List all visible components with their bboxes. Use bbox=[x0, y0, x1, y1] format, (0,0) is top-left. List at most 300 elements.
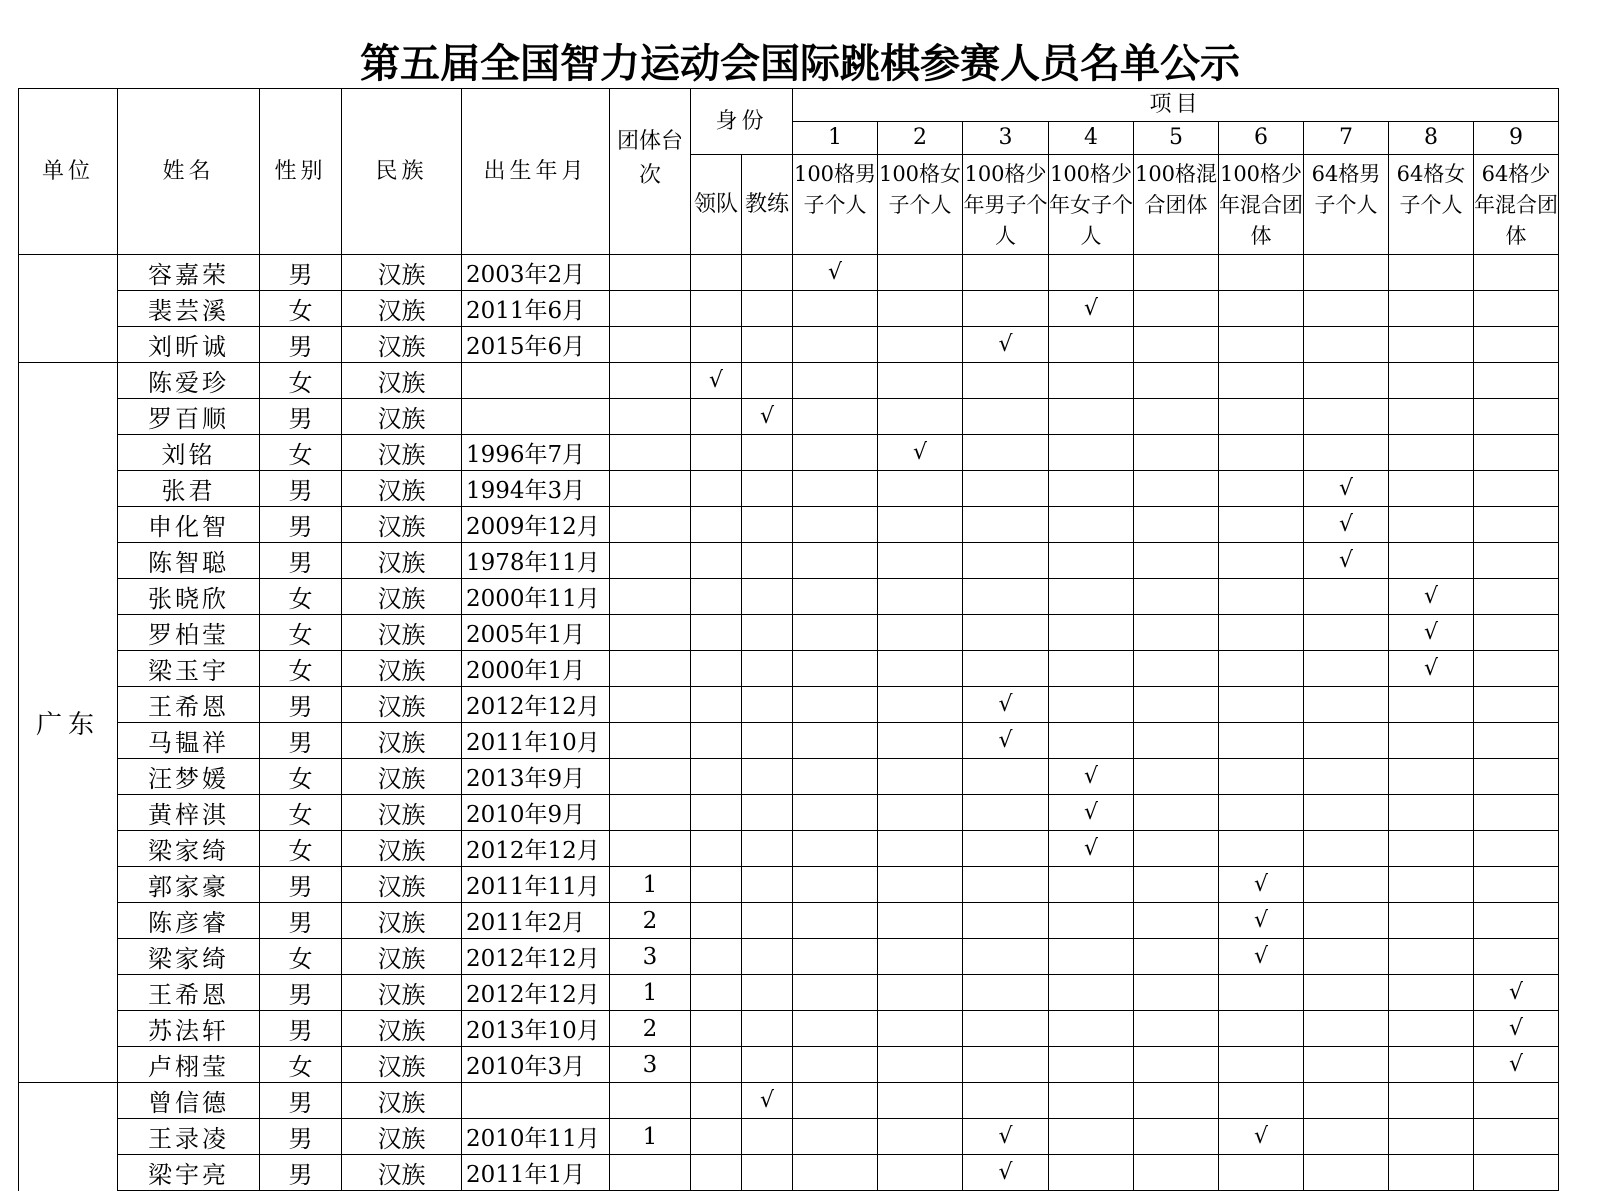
table-row bbox=[19, 651, 1559, 687]
event-check bbox=[963, 759, 1049, 795]
header-event-label: 100格混合团体 bbox=[1134, 155, 1219, 255]
gender-cell: 男 bbox=[260, 255, 342, 291]
team-order-cell bbox=[610, 363, 691, 399]
event-check bbox=[963, 255, 1049, 291]
event-check bbox=[793, 327, 878, 363]
event-check bbox=[1134, 831, 1219, 867]
gender-cell: 男 bbox=[260, 507, 342, 543]
team-order-cell: 1 bbox=[610, 867, 691, 903]
event-check bbox=[1134, 687, 1219, 723]
header-events: 项目 bbox=[793, 89, 1559, 122]
event-check bbox=[1474, 615, 1559, 651]
ethnicity-cell: 汉族 bbox=[342, 543, 462, 579]
coach-check bbox=[742, 615, 793, 651]
event-check bbox=[1389, 759, 1474, 795]
birth-cell: 2013年10月 bbox=[462, 1011, 610, 1047]
event-check bbox=[1049, 1119, 1134, 1155]
event-check bbox=[1389, 291, 1474, 327]
event-check bbox=[1304, 651, 1389, 687]
event-check bbox=[1474, 291, 1559, 327]
table-row bbox=[19, 507, 1559, 543]
team-order-cell bbox=[610, 759, 691, 795]
event-check bbox=[1219, 471, 1304, 507]
leader-check bbox=[691, 327, 742, 363]
event-check bbox=[1134, 795, 1219, 831]
event-check bbox=[1304, 435, 1389, 471]
event-check bbox=[1219, 255, 1304, 291]
event-check bbox=[1389, 435, 1474, 471]
event-check bbox=[1389, 723, 1474, 759]
birth-cell: 2012年12月 bbox=[462, 831, 610, 867]
event-check: √ bbox=[1219, 939, 1304, 975]
event-check bbox=[793, 543, 878, 579]
birth-cell: 2012年12月 bbox=[462, 687, 610, 723]
event-check bbox=[878, 543, 963, 579]
ethnicity-cell: 汉族 bbox=[342, 687, 462, 723]
table-row bbox=[19, 1047, 1559, 1083]
leader-check bbox=[691, 615, 742, 651]
event-check bbox=[963, 435, 1049, 471]
gender-cell: 男 bbox=[260, 903, 342, 939]
event-check bbox=[963, 543, 1049, 579]
event-check bbox=[1134, 543, 1219, 579]
unit-cell bbox=[19, 255, 118, 363]
event-check bbox=[793, 507, 878, 543]
table-row bbox=[19, 255, 1559, 291]
event-check bbox=[1219, 975, 1304, 1011]
event-check bbox=[1134, 903, 1219, 939]
team-order-cell bbox=[610, 543, 691, 579]
birth-cell: 2011年6月 bbox=[462, 291, 610, 327]
header-event-label: 100格少年女子个人 bbox=[1049, 155, 1134, 255]
event-check bbox=[1474, 939, 1559, 975]
event-check bbox=[1049, 363, 1134, 399]
name-cell: 梁宇亮 bbox=[118, 1155, 260, 1191]
event-check bbox=[878, 939, 963, 975]
event-check bbox=[793, 363, 878, 399]
table-row bbox=[19, 1083, 1559, 1119]
coach-check bbox=[742, 291, 793, 327]
leader-check bbox=[691, 975, 742, 1011]
event-check bbox=[878, 1119, 963, 1155]
event-check: √ bbox=[793, 255, 878, 291]
event-check bbox=[1049, 939, 1134, 975]
birth-cell: 2010年11月 bbox=[462, 1119, 610, 1155]
event-check bbox=[793, 975, 878, 1011]
birth-cell: 2009年12月 bbox=[462, 507, 610, 543]
name-cell: 梁玉宇 bbox=[118, 651, 260, 687]
table-header bbox=[19, 89, 1559, 255]
leader-check bbox=[691, 795, 742, 831]
ethnicity-cell: 汉族 bbox=[342, 507, 462, 543]
event-check bbox=[1049, 1047, 1134, 1083]
header-event-number: 1 bbox=[793, 122, 878, 155]
birth-cell: 2003年2月 bbox=[462, 255, 610, 291]
gender-cell: 女 bbox=[260, 363, 342, 399]
event-check bbox=[1049, 327, 1134, 363]
table-row bbox=[19, 543, 1559, 579]
table-row bbox=[19, 435, 1559, 471]
event-check bbox=[793, 795, 878, 831]
event-check bbox=[1474, 363, 1559, 399]
name-cell: 梁家绮 bbox=[118, 939, 260, 975]
event-check bbox=[1219, 543, 1304, 579]
table-row bbox=[19, 903, 1559, 939]
name-cell: 容嘉荣 bbox=[118, 255, 260, 291]
event-check bbox=[1049, 543, 1134, 579]
event-check bbox=[1304, 1047, 1389, 1083]
event-check bbox=[1134, 507, 1219, 543]
team-order-cell: 2 bbox=[610, 903, 691, 939]
gender-cell: 女 bbox=[260, 435, 342, 471]
name-cell: 陈智聪 bbox=[118, 543, 260, 579]
event-check bbox=[793, 1083, 878, 1119]
header-event-number: 3 bbox=[963, 122, 1049, 155]
ethnicity-cell: 汉族 bbox=[342, 399, 462, 435]
table-row bbox=[19, 399, 1559, 435]
team-order-cell bbox=[610, 291, 691, 327]
event-check bbox=[793, 615, 878, 651]
event-check: √ bbox=[963, 1119, 1049, 1155]
event-check bbox=[963, 1083, 1049, 1119]
event-check bbox=[793, 939, 878, 975]
ethnicity-cell: 汉族 bbox=[342, 435, 462, 471]
event-check bbox=[1219, 399, 1304, 435]
table-row bbox=[19, 867, 1559, 903]
event-check bbox=[1049, 435, 1134, 471]
event-check bbox=[1474, 723, 1559, 759]
event-check bbox=[1049, 507, 1134, 543]
event-check: √ bbox=[1219, 1119, 1304, 1155]
roster-table bbox=[18, 88, 1559, 1191]
gender-cell: 女 bbox=[260, 795, 342, 831]
event-check bbox=[793, 831, 878, 867]
event-check: √ bbox=[1049, 831, 1134, 867]
coach-check bbox=[742, 831, 793, 867]
ethnicity-cell: 汉族 bbox=[342, 1119, 462, 1155]
event-check bbox=[878, 795, 963, 831]
header-unit: 单位 bbox=[19, 89, 118, 255]
team-order-cell: 3 bbox=[610, 939, 691, 975]
coach-check bbox=[742, 903, 793, 939]
event-check bbox=[793, 1011, 878, 1047]
event-check bbox=[1049, 1083, 1134, 1119]
header-ethnicity: 民族 bbox=[342, 89, 462, 255]
event-check bbox=[878, 651, 963, 687]
birth-cell: 2011年11月 bbox=[462, 867, 610, 903]
event-check bbox=[1474, 507, 1559, 543]
unit-cell bbox=[19, 1083, 118, 1191]
event-check bbox=[963, 507, 1049, 543]
ethnicity-cell: 汉族 bbox=[342, 867, 462, 903]
table-row bbox=[19, 831, 1559, 867]
event-check bbox=[1219, 1011, 1304, 1047]
team-order-cell: 1 bbox=[610, 975, 691, 1011]
event-check bbox=[1389, 939, 1474, 975]
name-cell: 汪梦媛 bbox=[118, 759, 260, 795]
event-check bbox=[1389, 399, 1474, 435]
name-cell: 王希恩 bbox=[118, 975, 260, 1011]
event-check: √ bbox=[963, 327, 1049, 363]
event-check bbox=[963, 939, 1049, 975]
gender-cell: 女 bbox=[260, 1047, 342, 1083]
birth-cell: 2013年9月 bbox=[462, 759, 610, 795]
header-event-label: 64格女子个人 bbox=[1389, 155, 1474, 255]
event-check bbox=[1304, 579, 1389, 615]
event-check bbox=[1134, 471, 1219, 507]
event-check bbox=[963, 615, 1049, 651]
event-check bbox=[1134, 327, 1219, 363]
event-check bbox=[963, 867, 1049, 903]
event-check bbox=[878, 291, 963, 327]
table-row bbox=[19, 291, 1559, 327]
event-check bbox=[1134, 1119, 1219, 1155]
leader-check bbox=[691, 471, 742, 507]
event-check bbox=[1474, 327, 1559, 363]
event-check bbox=[1474, 579, 1559, 615]
team-order-cell bbox=[610, 795, 691, 831]
event-check bbox=[963, 903, 1049, 939]
event-check bbox=[1389, 507, 1474, 543]
coach-check bbox=[742, 471, 793, 507]
event-check bbox=[1049, 471, 1134, 507]
event-check bbox=[1134, 255, 1219, 291]
event-check bbox=[1134, 975, 1219, 1011]
event-check bbox=[1389, 363, 1474, 399]
leader-check bbox=[691, 399, 742, 435]
event-check bbox=[878, 1083, 963, 1119]
event-check: √ bbox=[1304, 471, 1389, 507]
event-check bbox=[1049, 687, 1134, 723]
event-check bbox=[878, 723, 963, 759]
event-check bbox=[1389, 903, 1474, 939]
ethnicity-cell: 汉族 bbox=[342, 831, 462, 867]
header-event-number: 6 bbox=[1219, 122, 1304, 155]
event-check bbox=[1474, 759, 1559, 795]
name-cell: 刘昕诚 bbox=[118, 327, 260, 363]
header-role: 身份 bbox=[691, 89, 793, 155]
event-check bbox=[878, 399, 963, 435]
event-check bbox=[963, 1011, 1049, 1047]
ethnicity-cell: 汉族 bbox=[342, 759, 462, 795]
team-order-cell bbox=[610, 399, 691, 435]
header-event-label: 100格女子个人 bbox=[878, 155, 963, 255]
birth-cell: 2011年1月 bbox=[462, 1155, 610, 1191]
event-check bbox=[1049, 255, 1134, 291]
event-check bbox=[793, 471, 878, 507]
event-check bbox=[1134, 651, 1219, 687]
event-check: √ bbox=[878, 435, 963, 471]
event-check: √ bbox=[1474, 1011, 1559, 1047]
name-cell: 卢栩莹 bbox=[118, 1047, 260, 1083]
event-check bbox=[1474, 543, 1559, 579]
event-check bbox=[1389, 1119, 1474, 1155]
leader-check bbox=[691, 1083, 742, 1119]
leader-check bbox=[691, 543, 742, 579]
header-event-number: 4 bbox=[1049, 122, 1134, 155]
gender-cell: 女 bbox=[260, 939, 342, 975]
birth-cell: 2000年11月 bbox=[462, 579, 610, 615]
gender-cell: 男 bbox=[260, 327, 342, 363]
name-cell: 王希恩 bbox=[118, 687, 260, 723]
leader-check bbox=[691, 579, 742, 615]
table-row bbox=[19, 1119, 1559, 1155]
event-check bbox=[793, 1047, 878, 1083]
event-check bbox=[1134, 1083, 1219, 1119]
event-check: √ bbox=[1474, 1047, 1559, 1083]
event-check bbox=[878, 1047, 963, 1083]
header-event-number: 7 bbox=[1304, 122, 1389, 155]
event-check bbox=[1134, 291, 1219, 327]
birth-cell bbox=[462, 363, 610, 399]
coach-check bbox=[742, 543, 793, 579]
event-check bbox=[793, 867, 878, 903]
birth-cell: 2005年1月 bbox=[462, 615, 610, 651]
gender-cell: 女 bbox=[260, 615, 342, 651]
coach-check bbox=[742, 1011, 793, 1047]
leader-check bbox=[691, 831, 742, 867]
coach-check bbox=[742, 759, 793, 795]
event-check bbox=[1049, 399, 1134, 435]
event-check bbox=[793, 435, 878, 471]
event-check: √ bbox=[1049, 795, 1134, 831]
event-check bbox=[963, 291, 1049, 327]
event-check bbox=[1389, 1047, 1474, 1083]
event-check bbox=[963, 579, 1049, 615]
name-cell: 王录凌 bbox=[118, 1119, 260, 1155]
team-order-cell bbox=[610, 255, 691, 291]
gender-cell: 女 bbox=[260, 759, 342, 795]
leader-check bbox=[691, 435, 742, 471]
table-row bbox=[19, 471, 1559, 507]
event-check bbox=[1389, 1083, 1474, 1119]
event-check bbox=[1389, 795, 1474, 831]
event-check bbox=[1474, 687, 1559, 723]
gender-cell: 女 bbox=[260, 831, 342, 867]
gender-cell: 男 bbox=[260, 1083, 342, 1119]
birth-cell: 2000年1月 bbox=[462, 651, 610, 687]
event-check bbox=[1049, 579, 1134, 615]
coach-check bbox=[742, 255, 793, 291]
team-order-cell: 1 bbox=[610, 1119, 691, 1155]
team-order-cell bbox=[610, 687, 691, 723]
gender-cell: 女 bbox=[260, 579, 342, 615]
birth-cell: 1978年11月 bbox=[462, 543, 610, 579]
name-cell: 刘铭 bbox=[118, 435, 260, 471]
event-check bbox=[1134, 399, 1219, 435]
birth-cell: 2012年12月 bbox=[462, 939, 610, 975]
team-order-cell bbox=[610, 327, 691, 363]
gender-cell: 男 bbox=[260, 687, 342, 723]
event-check bbox=[1134, 867, 1219, 903]
event-check bbox=[1304, 1119, 1389, 1155]
event-check bbox=[1219, 651, 1304, 687]
event-check bbox=[1219, 831, 1304, 867]
event-check bbox=[1219, 1083, 1304, 1119]
event-check: √ bbox=[1219, 867, 1304, 903]
ethnicity-cell: 汉族 bbox=[342, 1047, 462, 1083]
event-check bbox=[1049, 723, 1134, 759]
coach-check bbox=[742, 867, 793, 903]
table-row bbox=[19, 723, 1559, 759]
team-order-cell bbox=[610, 579, 691, 615]
event-check: √ bbox=[1389, 615, 1474, 651]
birth-cell: 2010年9月 bbox=[462, 795, 610, 831]
birth-cell: 2015年6月 bbox=[462, 327, 610, 363]
ethnicity-cell: 汉族 bbox=[342, 1011, 462, 1047]
header-event-label: 64格少年混合团体 bbox=[1474, 155, 1559, 255]
ethnicity-cell: 汉族 bbox=[342, 327, 462, 363]
table-row bbox=[19, 795, 1559, 831]
name-cell: 裴芸溪 bbox=[118, 291, 260, 327]
event-check bbox=[1474, 1083, 1559, 1119]
leader-check bbox=[691, 1047, 742, 1083]
event-check bbox=[793, 399, 878, 435]
event-check bbox=[963, 1047, 1049, 1083]
event-check bbox=[963, 363, 1049, 399]
coach-check: √ bbox=[742, 1083, 793, 1119]
event-check bbox=[1389, 867, 1474, 903]
event-check: √ bbox=[1304, 543, 1389, 579]
event-check bbox=[1134, 579, 1219, 615]
event-check bbox=[963, 975, 1049, 1011]
event-check bbox=[1134, 1011, 1219, 1047]
event-check bbox=[1304, 759, 1389, 795]
birth-cell: 2012年12月 bbox=[462, 975, 610, 1011]
event-check bbox=[1049, 867, 1134, 903]
header-event-number: 2 bbox=[878, 122, 963, 155]
event-check bbox=[793, 291, 878, 327]
event-check bbox=[963, 471, 1049, 507]
gender-cell: 女 bbox=[260, 651, 342, 687]
coach-check bbox=[742, 939, 793, 975]
ethnicity-cell: 汉族 bbox=[342, 363, 462, 399]
team-order-cell bbox=[610, 471, 691, 507]
event-check bbox=[1134, 363, 1219, 399]
team-order-cell bbox=[610, 507, 691, 543]
ethnicity-cell: 汉族 bbox=[342, 939, 462, 975]
header-event-number: 5 bbox=[1134, 122, 1219, 155]
name-cell: 黄梓淇 bbox=[118, 795, 260, 831]
event-check bbox=[1304, 291, 1389, 327]
event-check bbox=[1304, 615, 1389, 651]
event-check bbox=[1389, 255, 1474, 291]
leader-check bbox=[691, 1011, 742, 1047]
event-check bbox=[1474, 795, 1559, 831]
event-check bbox=[1219, 435, 1304, 471]
ethnicity-cell: 汉族 bbox=[342, 975, 462, 1011]
event-check bbox=[878, 1011, 963, 1047]
header-team-order: 团体台次 bbox=[610, 89, 691, 255]
table-row bbox=[19, 615, 1559, 651]
ethnicity-cell: 汉族 bbox=[342, 651, 462, 687]
event-check bbox=[1219, 795, 1304, 831]
event-check bbox=[1304, 723, 1389, 759]
team-order-cell bbox=[610, 435, 691, 471]
event-check bbox=[793, 903, 878, 939]
header-event-number: 8 bbox=[1389, 122, 1474, 155]
header-event-label: 64格男子个人 bbox=[1304, 155, 1389, 255]
table-row bbox=[19, 759, 1559, 795]
event-check bbox=[1134, 939, 1219, 975]
name-cell: 曾信德 bbox=[118, 1083, 260, 1119]
table-row bbox=[19, 579, 1559, 615]
table-row bbox=[19, 327, 1559, 363]
event-check bbox=[1219, 1047, 1304, 1083]
event-check bbox=[793, 1119, 878, 1155]
unit-cell: 广东 bbox=[19, 363, 118, 1083]
birth-cell: 2010年3月 bbox=[462, 1047, 610, 1083]
